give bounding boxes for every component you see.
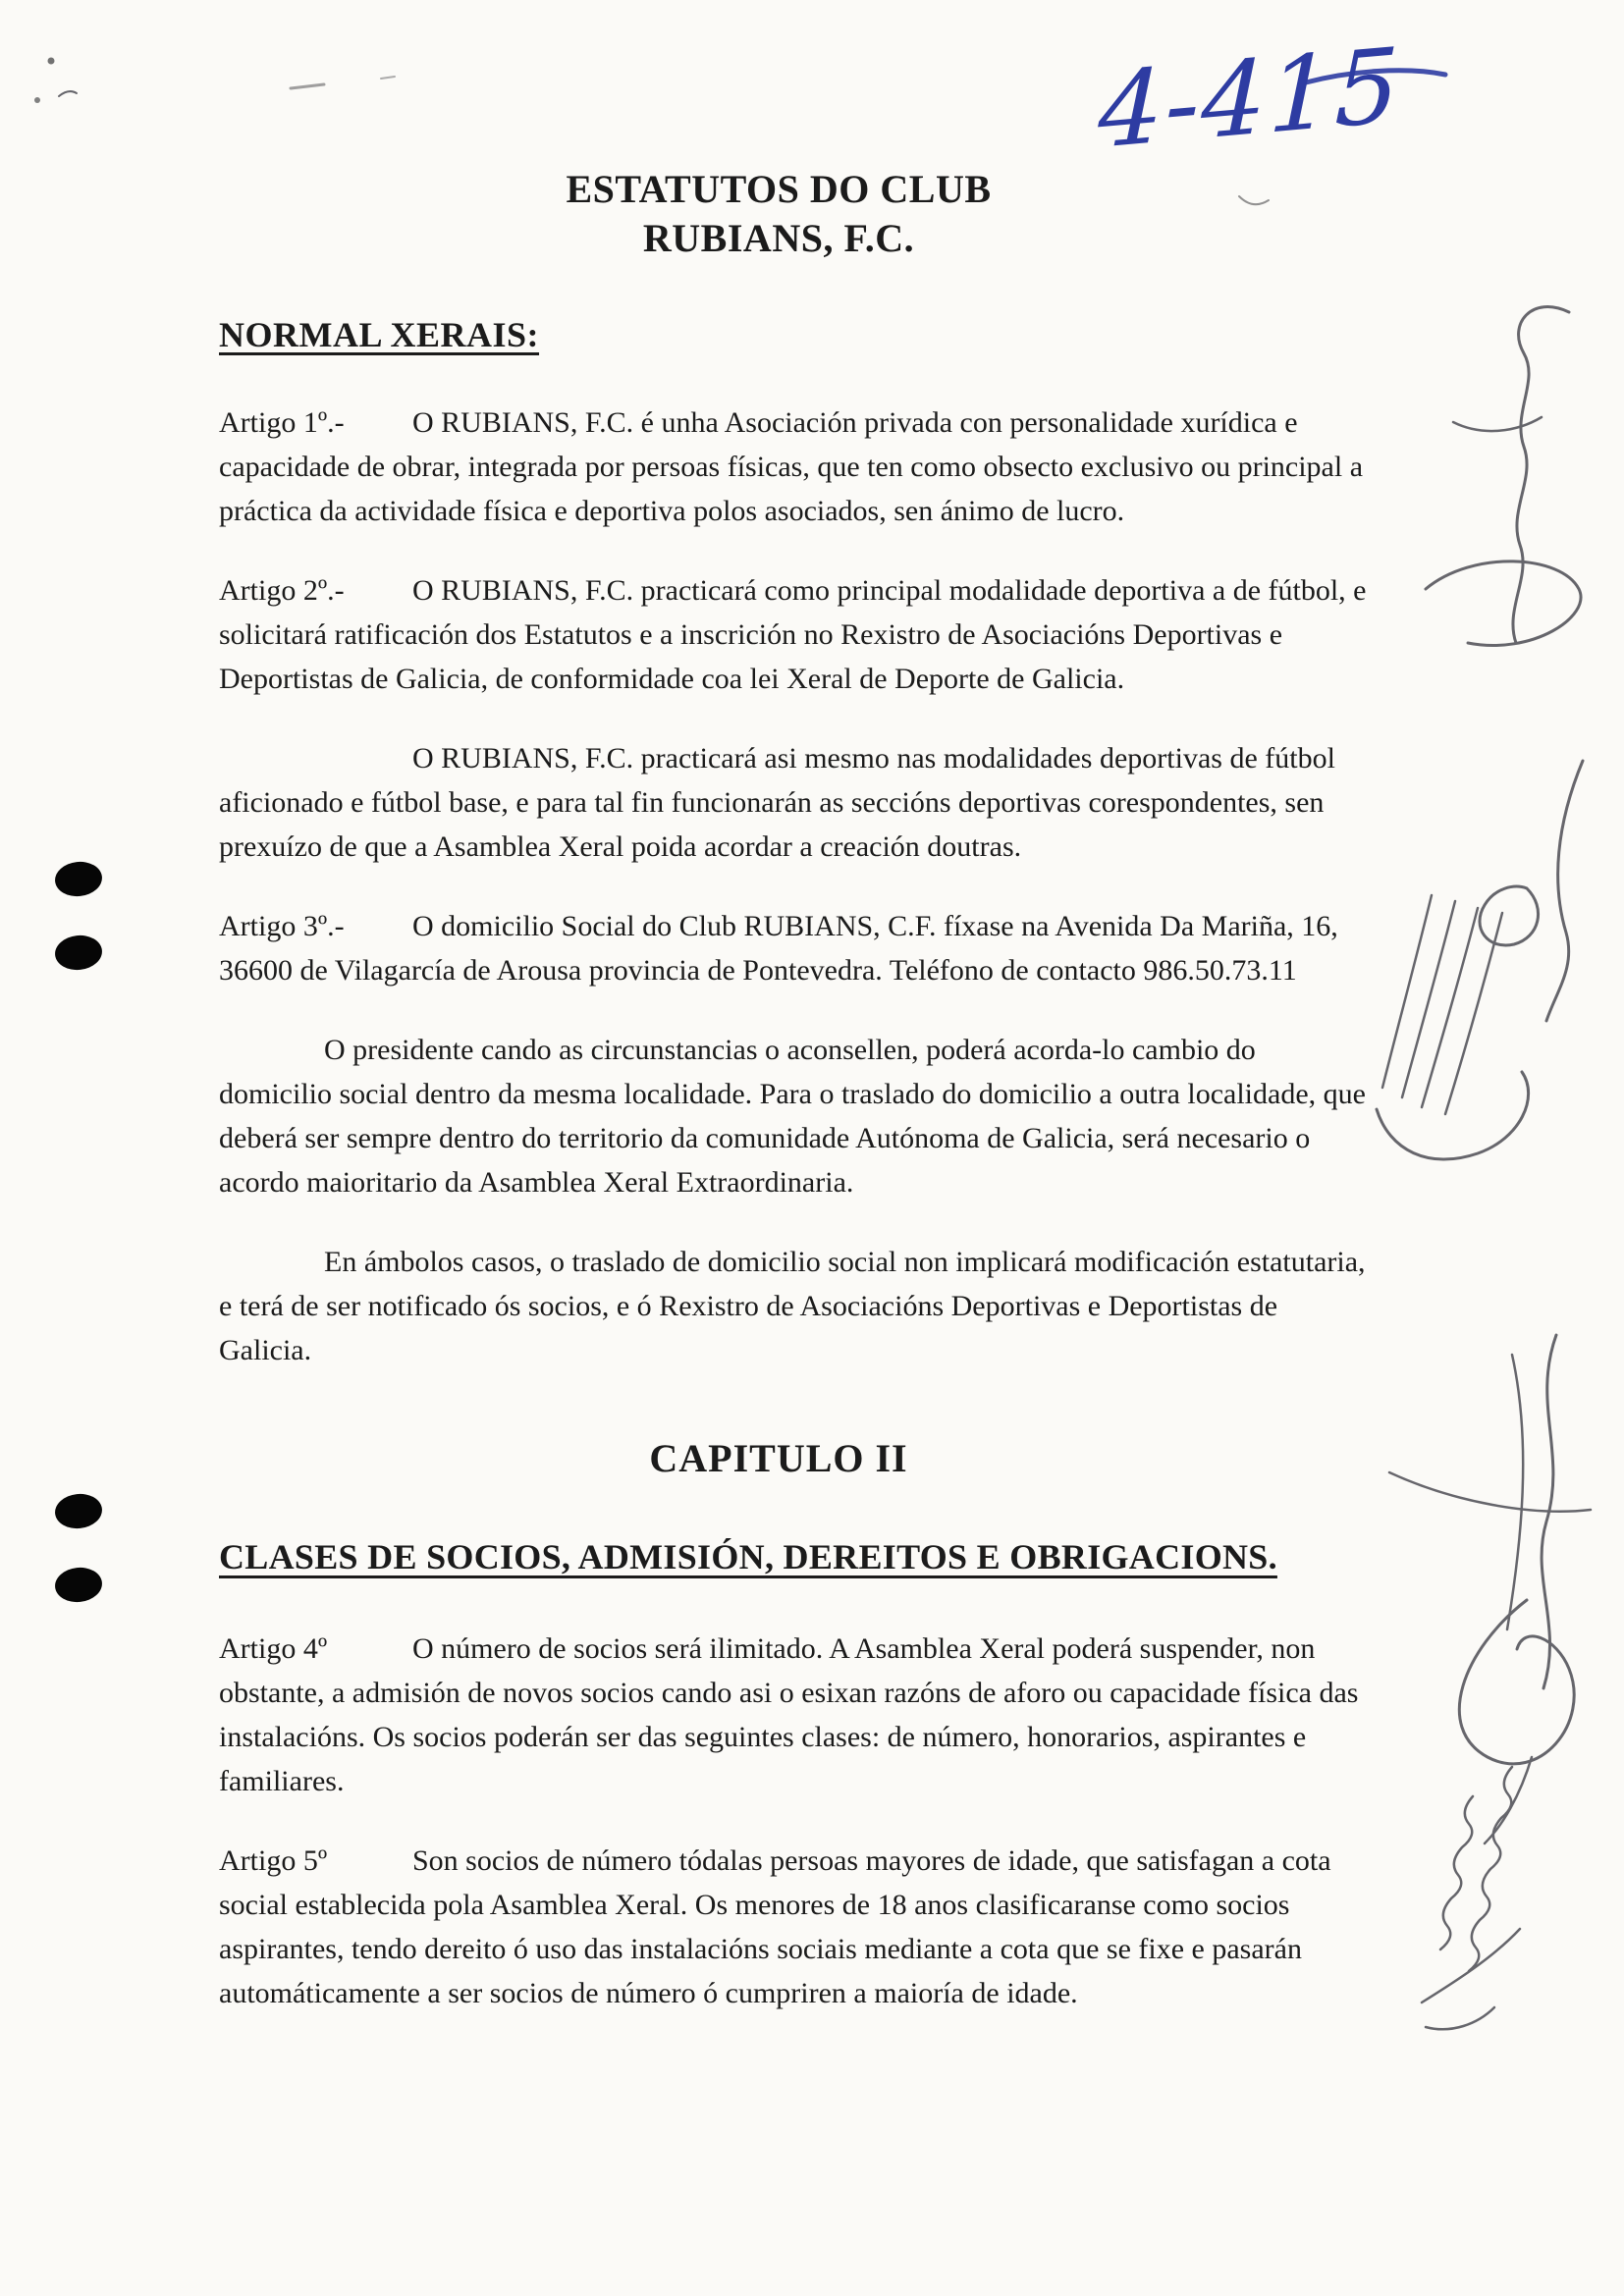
hole-punch-mark [53,934,103,973]
article-3-paragraph-2: O presidente cando as circunstancias o aconsellen, poderá acorda-lo cambio do domicilio social dentro da mesma localidade. Para o traslado do domicilio a outra localidade, que deberá ser sempre dentro do territorio da comunidade Autónoma de Galicia, será necesario o acordo maioritario da Asamblea Xeral Extraordinaria. [219,1034,1366,1199]
article-5 [219,1839,1368,2015]
article-5-label: Artigo 5º [219,1844,328,1877]
section-heading-normal-xerais: NORMAL XERAIS: [219,315,540,354]
article-4-text: O número de socios será ilimitado. A Asamblea Xeral poderá suspender, non obstante, a admisión de novos socios cando asi o esixan razóns de aforo ou capacidade física das instalacións. Os socios poderán ser das seguintes clases: de número, honorarios, aspirantes e familiares. [219,1632,1359,1797]
title-line-2: RUBIANS, F.C. [642,216,915,260]
signature-mark-4 [1422,1767,1520,2029]
article-4-label: Artigo 4º [219,1632,328,1665]
signature-mark-2 [1377,761,1583,1159]
article-4 [219,1627,1368,1803]
article-2-text: O RUBIANS, F.C. practicará como principal modalidade deportiva a de fútbol, e solicitará ratificación dos Estatutos e a inscrición no Rexistro de Asociacións Deportivas e Deportistas de Galicia, de conformidade coa lei Xeral de Deporte de Galicia. [219,574,1367,695]
hole-punch-mark [53,860,103,899]
article-1 [219,400,1368,533]
article-5-text: Son socios de número tódalas persoas mayores de idade, que satisfagan a cota social establecida pola Asamblea Xeral. Os menores de 18 anos clasificaranse como socios aspirantes, tendo dereito ó uso das instalacións sociais mediante a cota que se fixe e pasarán automáticamente a ser socios de número ó cumpriren a maioría de idade. [219,1844,1331,2009]
article-3-label: Artigo 3º.- [219,910,345,942]
handwritten-page-number: 4-415 [1097,25,1403,172]
article-2 [219,568,1368,701]
hole-punch-mark [53,1566,103,1605]
chapter-2-heading: CAPITULO II [649,1436,908,1480]
chapter-2-subheading: CLASES DE SOCIOS, ADMISIÓN, DEREITOS E OBRIGACIONS. [219,1537,1277,1576]
hole-punch-mark [53,1492,103,1531]
article-1-label: Artigo 1º.- [219,406,345,439]
article-3-paragraph-3: En ámbolos casos, o traslado de domicilio social non implicará modificación estatutaria, e terá de ser notificado ós socios, e ó Rexistro de Asociacións Deportivas e Deportistas de Galicia. [219,1246,1366,1366]
article-3-text: O domicilio Social do Club RUBIANS, C.F. fíxase na Avenida Da Mariña, 16, 36600 de Vilagarcía de Arousa provincia de Pontevedra. Teléfono de contacto 986.50.73.11 [219,910,1338,987]
document-title [219,165,1338,263]
document-body [219,165,1368,2051]
signature-mark-1 [1426,307,1581,646]
article-2-continuation: O RUBIANS, F.C. practicará asi mesmo nas modalidades deportivas de fútbol aficionado e fútbol base, e para tal fin funcionarán as seccións deportivas corespondentes, sen prexuízo de que a Asamblea Xeral poida acordar a creación doutras. [219,742,1335,863]
article-3 [219,904,1368,992]
signature-mark-3 [1389,1335,1591,1843]
article-1-text: O RUBIANS, F.C. é unha Asociación privada con personalidade xurídica e capacidade de obrar, integrada por persoas físicas, que ten como obsecto exclusivo ou principal a práctica da actividade física e deportiva polos asociados, sen ánimo de lucro. [219,406,1364,527]
title-line-1: ESTATUTOS DO CLUB [566,167,992,211]
article-2-label: Artigo 2º.- [219,574,345,607]
